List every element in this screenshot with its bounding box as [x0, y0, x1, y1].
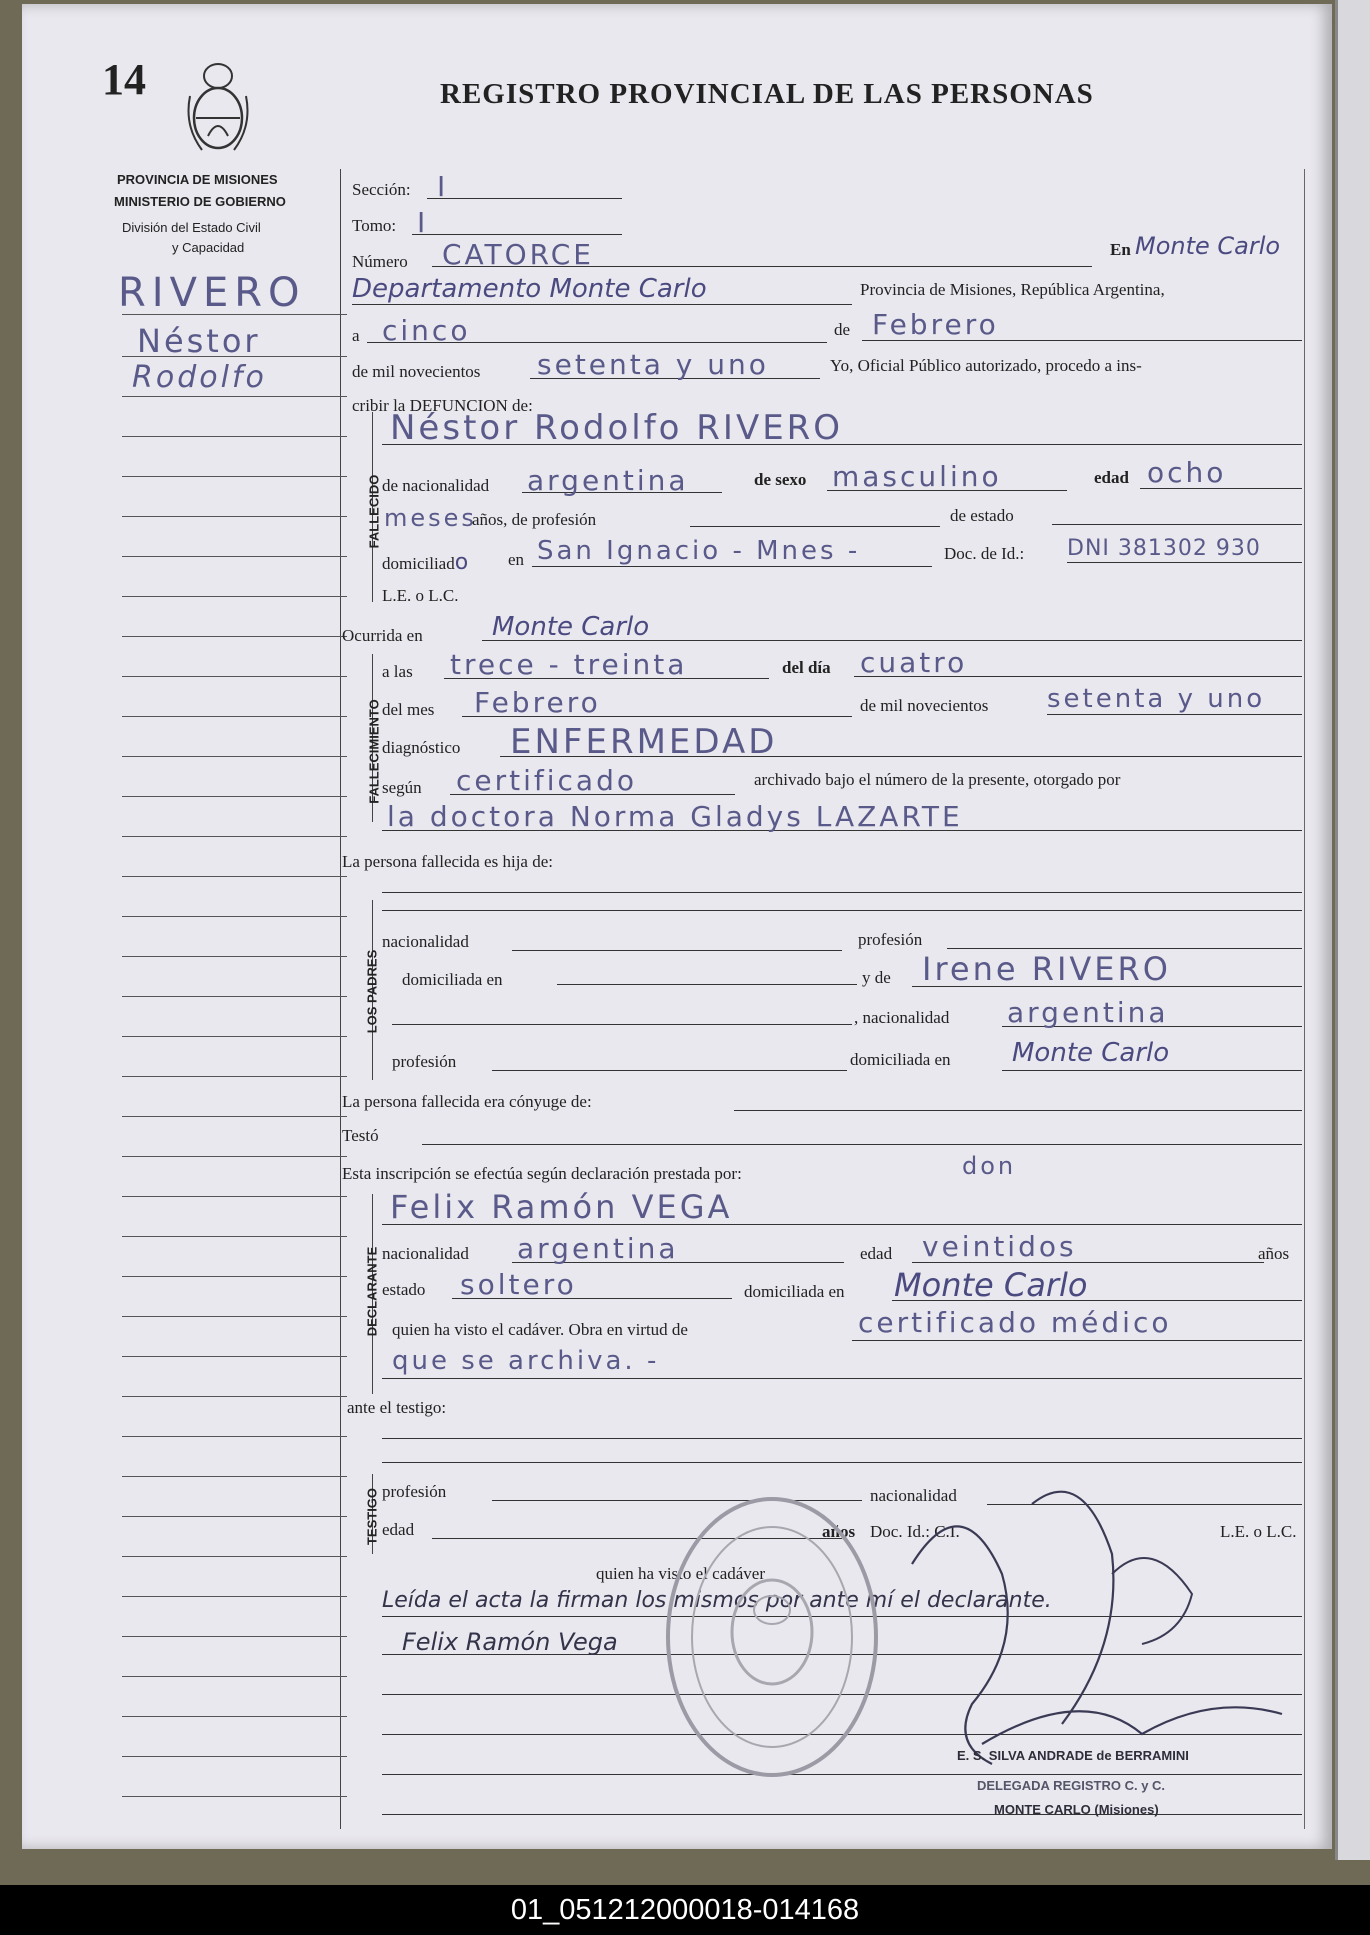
margin-name-1: Néstor [137, 322, 261, 360]
issuer-line-1: PROVINCIA DE MISIONES [117, 172, 278, 187]
diagnostico-value: ENFERMEDAD [510, 722, 778, 762]
anos-label: años, de profesión [472, 510, 597, 529]
a-las-label: a las [382, 662, 413, 681]
official-signature-icon [882, 1444, 1302, 1784]
en-label: En [1110, 240, 1131, 259]
doc-value: DNI 381302 930 [1067, 536, 1261, 561]
ocurrida-label: Ocurrida en [342, 626, 423, 645]
domicilio-value: San Ignacio - Mnes - [537, 536, 861, 566]
a-label: a [352, 326, 360, 345]
padres-intro: La persona fallecida es hija de: [342, 852, 553, 871]
page-number: 14 [102, 55, 146, 104]
tomo-value: I [417, 206, 429, 239]
fallecimiento-year-label: de mil novecientos [860, 696, 989, 715]
madre-domicilio-value: Monte Carlo [1012, 1038, 1170, 1068]
dia-value: cuatro [860, 646, 968, 679]
nacionalidad-value: argentina [527, 464, 689, 497]
ante-testigo-label: ante el testigo: [347, 1398, 447, 1417]
testigo-nacionalidad-label: nacionalidad [870, 1486, 957, 1505]
edad-label: edad [1094, 468, 1129, 487]
numero-value: CATORCE [442, 238, 594, 271]
official-seal-icon [662, 1492, 882, 1782]
oficial-text: Yo, Oficial Público autorizado, procedo a ins- [830, 356, 1142, 375]
padres-domiciliada-label: domiciliada en [402, 970, 503, 989]
le-label: L.E. o L.C. [382, 586, 459, 605]
doc-label: Doc. de Id.: [944, 544, 1025, 563]
declarante-domiciliada-label: domiciliada en [744, 1282, 845, 1301]
testigo-edad-label: edad [382, 1520, 415, 1539]
fallecido-name: Néstor Rodolfo RIVERO [390, 408, 844, 448]
official-stamp-line-3: MONTE CARLO (Misiones) [994, 1802, 1159, 1817]
testigo-le-label: L.E. o L.C. [1220, 1522, 1297, 1541]
declarante-anos-label: años [1258, 1244, 1290, 1263]
next-page-edge [1335, 0, 1370, 1860]
diagnostico-label: diagnóstico [382, 738, 461, 757]
declarante-section-label: DECLARANTE [364, 1246, 380, 1337]
declarante-edad-label: edad [860, 1244, 893, 1263]
cadaver-text: quien ha visto el cadáver. Obra en virtud de [392, 1320, 688, 1339]
fallecido-section-label: FALLECIDO [366, 474, 382, 549]
ocurrida-value: Monte Carlo [492, 612, 650, 642]
padres-nacionalidad-label: nacionalidad [382, 932, 469, 951]
padres-nacionalidad2-label: , nacionalidad [854, 1008, 950, 1027]
conyuge-label: La persona fallecida era cónyuge de: [342, 1092, 592, 1111]
fallecimiento-year-value: setenta y uno [1047, 684, 1266, 714]
segun-label: según [382, 778, 422, 797]
numero-label: Número [352, 252, 408, 271]
y-de-label: y de [862, 968, 891, 987]
register-title: REGISTRO PROVINCIAL DE LAS PERSONAS [440, 78, 1094, 110]
place-value: Monte Carlo [1135, 232, 1281, 260]
declarante-edad-value: veintidos [922, 1230, 1077, 1263]
declarante-estado-label: estado [382, 1280, 426, 1299]
provincia-text: Provincia de Misiones, República Argentina, [860, 280, 1165, 299]
padres-section-label: LOS PADRES [364, 949, 380, 1034]
doctor-value: la doctora Norma Gladys LAZARTE [387, 800, 963, 833]
official-stamp-line-1: E. S. SILVA ANDRADE de BERRAMINI [957, 1748, 1189, 1763]
register-page [22, 4, 1332, 1849]
issuer-line-3: División del Estado Civil [122, 220, 261, 235]
declarante-nacionalidad-label: nacionalidad [382, 1244, 469, 1263]
domiciliado-text: domiciliad [382, 554, 455, 573]
testigo-doc-label: Doc. Id.: C.I. [870, 1522, 960, 1541]
padres-domiciliada2-label: domiciliada en [850, 1050, 951, 1069]
coat-of-arms-icon [182, 56, 254, 156]
padres-profesion-label: profesión [858, 930, 923, 949]
madre-nacionalidad-value: argentina [1007, 996, 1169, 1029]
domicilio-en-label: en [508, 550, 525, 569]
estado-label: de estado [950, 506, 1014, 525]
edad-value: ocho [1147, 456, 1227, 489]
archivado-text: archivado bajo el número de la presente, otorgado por [754, 770, 1121, 789]
departamento-value: Departamento Monte Carlo [352, 274, 707, 304]
margin-surname: RIVERO [118, 270, 306, 316]
dia-label: del día [782, 658, 831, 677]
sexo-label: de sexo [754, 470, 807, 489]
seccion-label: Sección: [352, 180, 411, 199]
domiciliado-label [382, 550, 468, 575]
day-value: cinco [382, 314, 471, 347]
declarante-signature: Felix Ramón Vega [402, 1628, 618, 1656]
right-border [1304, 169, 1305, 1829]
mes-label: del mes [382, 700, 435, 719]
domiciliado-suffix: o [454, 550, 469, 575]
fallecimiento-section-label: FALLECIMIENTO [366, 699, 382, 804]
sexo-value: masculino [832, 460, 1002, 493]
declarante-name: Felix Ramón VEGA [390, 1188, 733, 1226]
declarante-nacionalidad-value: argentina [517, 1232, 679, 1265]
month-value: Febrero [872, 308, 999, 341]
padres-profesion2-label: profesión [392, 1052, 457, 1071]
obra-value-2: que se archiva. - [392, 1346, 660, 1376]
nacionalidad-label: de nacionalidad [382, 476, 490, 495]
year-prefix: de mil novecientos [352, 362, 481, 381]
testigo-section-label: TESTIGO [364, 1487, 380, 1546]
closing-text: Leída el acta la firman los mismos por ante mí el declarante. [382, 1588, 1052, 1613]
testigo-anos-label: años [822, 1522, 856, 1541]
official-stamp-line-2: DELEGADA REGISTRO C. y C. [977, 1778, 1166, 1793]
declarante-estado-value: soltero [460, 1268, 577, 1301]
year-value: setenta y uno [537, 348, 769, 381]
testigo-cadaver-label: quien ha visto el cadáver [596, 1564, 765, 1583]
testo-label: Testó [342, 1126, 379, 1145]
image-id-footer: 01_051212000018-014168 [0, 1885, 1370, 1935]
de-label: de [834, 320, 851, 339]
segun-value: certificado [456, 764, 637, 797]
inscribir-text: cribir la DEFUNCION de: [352, 396, 533, 415]
issuer-line-4: y Capacidad [172, 240, 245, 255]
meses-value: meses [384, 504, 477, 532]
declarante-domicilio-value: Monte Carlo [894, 1266, 1088, 1304]
seccion-value: I [437, 170, 449, 203]
hora-value: trece - treinta [450, 648, 688, 681]
testigo-profesion-label: profesión [382, 1482, 447, 1501]
madre-value: Irene RIVERO [922, 950, 1171, 988]
declaracion-prefix: don [962, 1152, 1017, 1180]
mes-value: Febrero [474, 686, 601, 719]
issuer-line-2: MINISTERIO DE GOBIERNO [114, 194, 286, 209]
tomo-label: Tomo: [352, 216, 397, 235]
margin-name-2: Rodolfo [132, 360, 267, 395]
declaracion-label: Esta inscripción se efectúa según declaración prestada por: [342, 1164, 742, 1183]
obra-value: certificado médico [858, 1306, 1172, 1339]
column-divider [340, 169, 341, 1829]
